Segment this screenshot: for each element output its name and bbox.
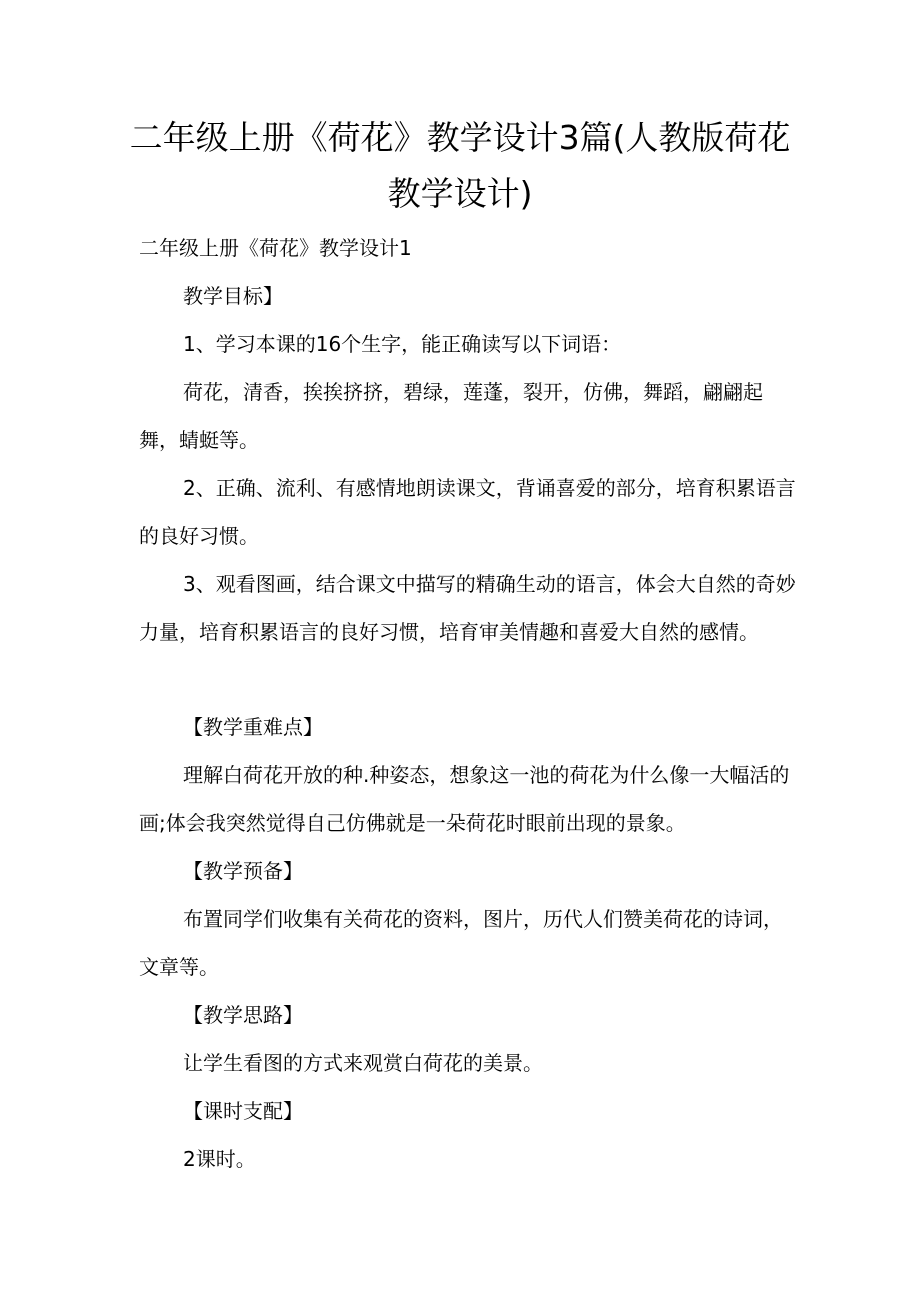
class-hours-text: 2课时。 [183,1147,256,1171]
preparation-text: 布置同学们收集有关荷花的资料，图片，历代人们赞美荷花的诗词，文章等。 [139,907,783,979]
section-heading: 二年级上册《荷花》教学设计1 [139,236,412,260]
preparation-heading: 【教学预备】 [183,859,303,883]
approach-heading: 【教学思路】 [183,1003,303,1027]
goal-2: 2、正确、流利、有感情地朗读课文，背诵喜爱的部分，培育积累语言的良好习惯。 [139,476,796,548]
key-difficult-points-heading: 【教学重难点】 [183,715,323,739]
teaching-goals-heading: 教学目标】 [183,284,283,308]
document-title: 二年级上册《荷花》教学设计3篇(人教版荷花教学设计) [129,118,791,213]
approach-text: 让学生看图的方式来观赏白荷花的美景。 [183,1051,543,1075]
goal-3: 3、观看图画，结合课文中描写的精确生动的语言，体会大自然的奇妙力量，培育积累语言的良好习惯，培育审美情趣和喜爱大自然的感情。 [139,572,796,644]
class-hours-heading: 【课时支配】 [183,1099,303,1123]
key-difficult-points-text: 理解白荷花开放的种.种姿态，想象这一池的荷花为什么像一大幅活的画;体会我突然觉得自己仿佛就是一朵荷花时眼前出现的景象。 [139,763,790,835]
goal-1: 1、学习本课的16个生字，能正确读写以下词语： [183,332,622,356]
vocabulary-list: 荷花，清香，挨挨挤挤，碧绿，莲蓬，裂开，仿佛，舞蹈，翩翩起舞，蜻蜓等。 [139,380,763,452]
